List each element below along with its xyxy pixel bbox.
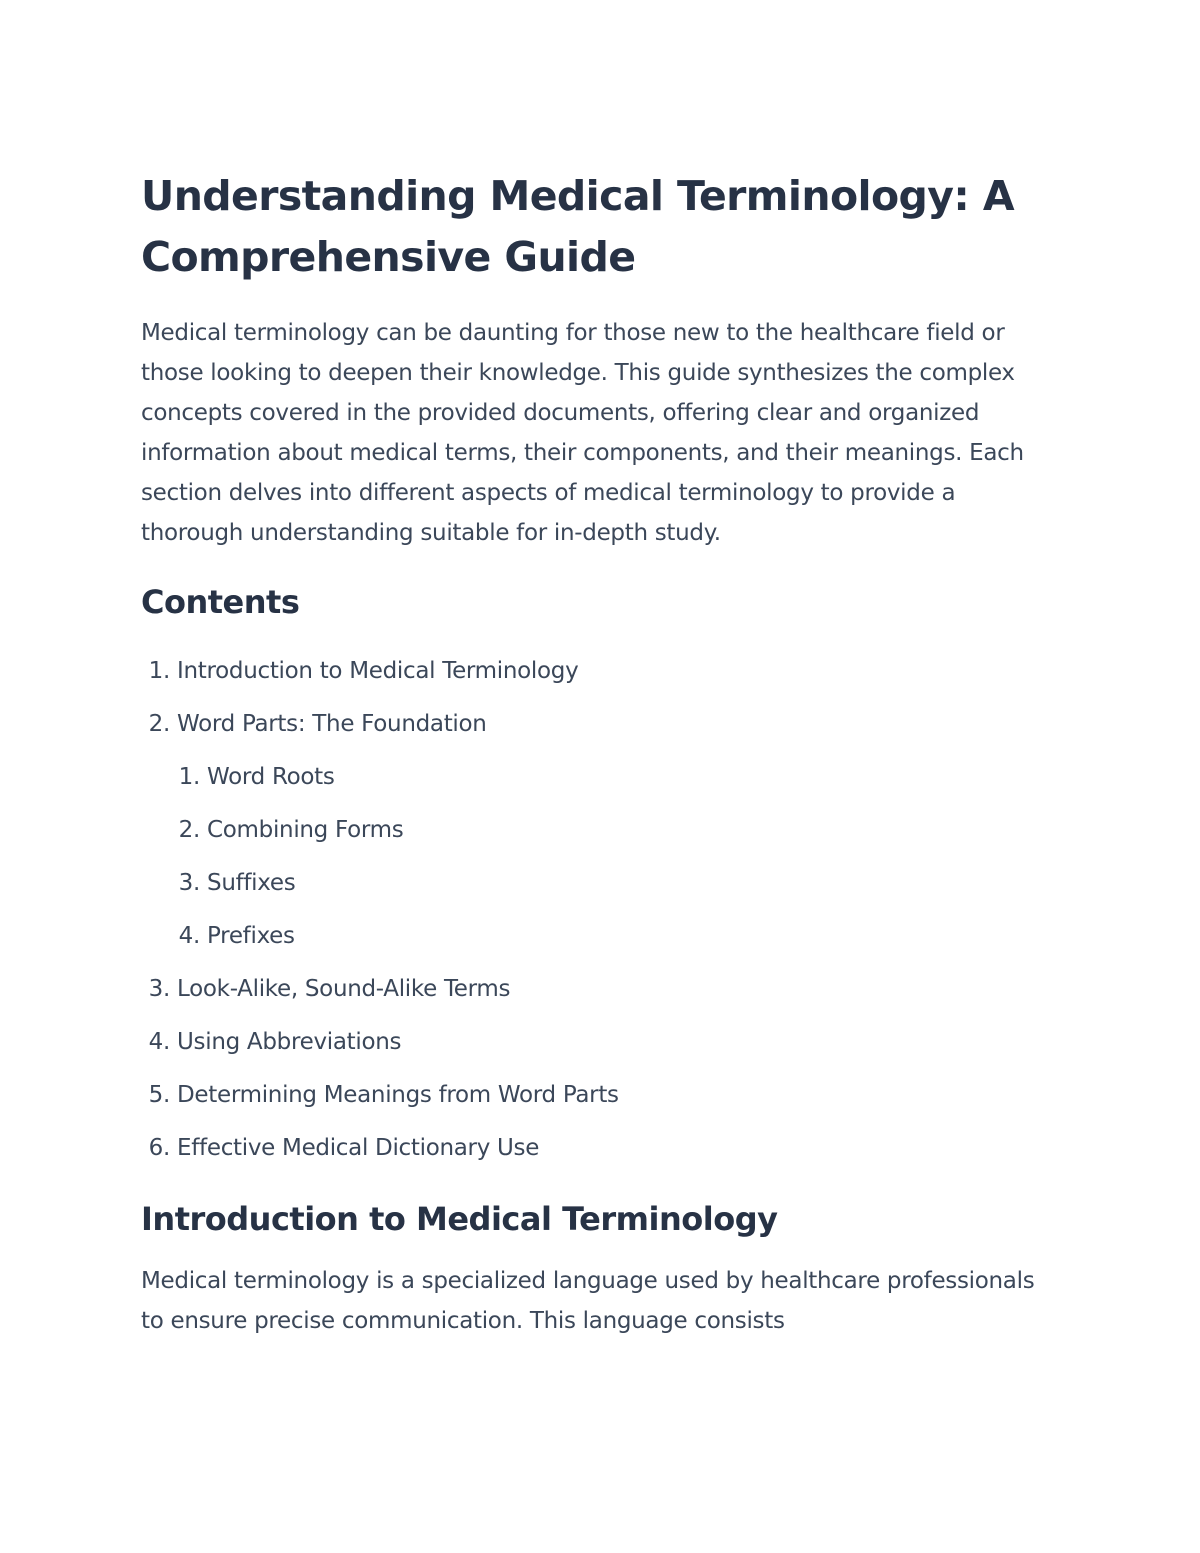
toc-subitem[interactable] xyxy=(171,910,1061,963)
toc-item-number: 5. xyxy=(148,1082,170,1108)
toc-subitem[interactable] xyxy=(171,804,1061,857)
toc-item[interactable] xyxy=(141,1122,1061,1175)
toc-item-label: Using Abbreviations xyxy=(177,1029,402,1055)
toc-item-label: Introduction to Medical Terminology xyxy=(177,658,579,684)
toc-item[interactable] xyxy=(141,1016,1061,1069)
toc-item-number: 6. xyxy=(148,1135,170,1161)
toc-subitem[interactable] xyxy=(171,751,1061,804)
toc-item-label: Determining Meanings from Word Parts xyxy=(177,1082,619,1108)
toc-subitem-label: Suffixes xyxy=(207,870,296,896)
toc-subitem-number: 4. xyxy=(178,923,200,949)
toc-item-label: Word Parts: The Foundation xyxy=(177,711,487,737)
toc-subitem-label: Combining Forms xyxy=(207,817,404,843)
toc-subitem-number: 3. xyxy=(178,870,200,896)
toc-subitem-number: 1. xyxy=(178,764,200,790)
section-heading: Introduction to Medical Terminology xyxy=(141,1200,778,1238)
toc-subitem-number: 2. xyxy=(178,817,200,843)
toc-item-number: 3. xyxy=(148,976,170,1002)
toc-item[interactable] xyxy=(141,698,1061,751)
toc-item[interactable] xyxy=(141,645,1061,698)
toc-subitem-label: Word Roots xyxy=(207,764,335,790)
document-page xyxy=(141,166,1061,1341)
toc-subitem-label: Prefixes xyxy=(207,923,295,949)
toc-item[interactable] xyxy=(141,1069,1061,1122)
table-of-contents xyxy=(141,645,1061,1175)
toc-item-label: Effective Medical Dictionary Use xyxy=(177,1135,540,1161)
toc-item-number: 2. xyxy=(148,711,170,737)
toc-item[interactable] xyxy=(141,963,1061,1016)
page-title: Understanding Medical Terminology: A Comprehensive Guide xyxy=(141,172,1015,281)
toc-item-label: Look-Alike, Sound-Alike Terms xyxy=(177,976,511,1002)
toc-item-number: 1. xyxy=(148,658,170,684)
section-paragraph: Medical terminology is a specialized language used by healthcare professionals to ensure precise communication. This language consists xyxy=(141,1268,1035,1334)
intro-paragraph: Medical terminology can be daunting for those new to the healthcare field or those looking to deepen their knowledge. This guide synthesizes the complex concepts covered in the provided documents, offering clear and organized information about medical terms, their components, and their meanings. Each section delves into different aspects of medical terminology to provide a thorough understanding suitable for in-depth study. xyxy=(141,320,1024,546)
toc-item-number: 4. xyxy=(148,1029,170,1055)
contents-heading: Contents xyxy=(141,583,300,621)
toc-sublist xyxy=(141,751,1061,963)
toc-subitem[interactable] xyxy=(171,857,1061,910)
